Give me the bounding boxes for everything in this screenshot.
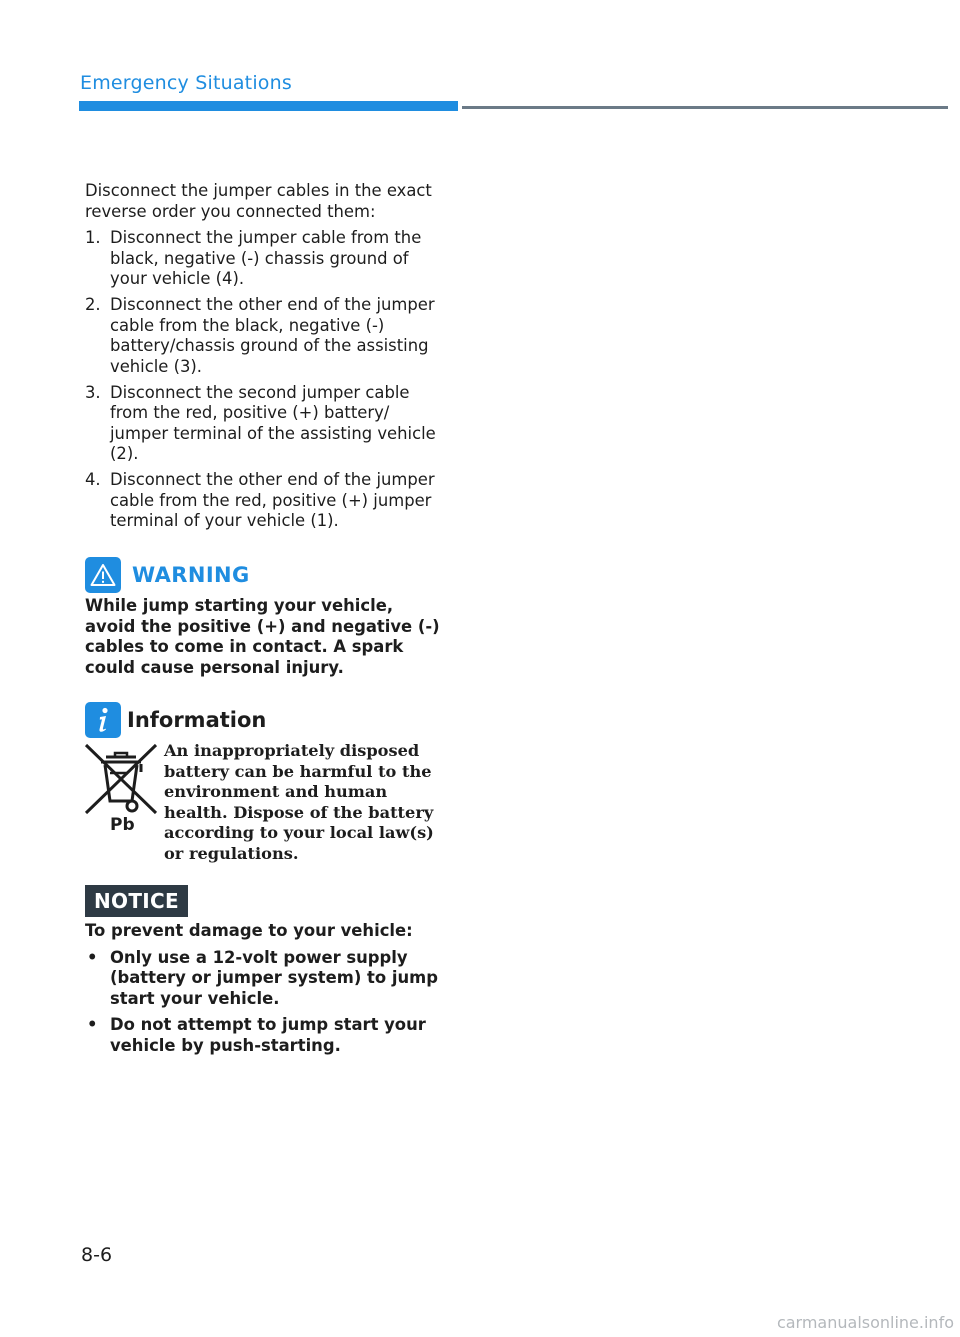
step-item (85, 228, 445, 290)
notice-item (85, 1015, 445, 1056)
step-number: 4. (85, 470, 101, 489)
notice-lead: To prevent damage to your vehicle: (85, 921, 413, 940)
step-item (85, 470, 445, 532)
warning-text: While jump starting your vehicle, avoid the positive (+) and negative (-) cables to come in contact. A spark could cause personal injury. (85, 596, 440, 677)
step-text: Disconnect the second jumper cable from the red, positive (+) battery/ jumper terminal of the assisting vehicle (2). (110, 382, 436, 463)
step-text: Disconnect the jumper cable from the black, negative (-) chassis ground of your vehicle (4). (110, 228, 422, 288)
page-number: 8-6 (81, 1244, 113, 1266)
warning-title: WARNING (132, 563, 250, 587)
notice-item-text: Only use a 12-volt power supply (battery or jumper system) to jump start your vehicle. (110, 947, 438, 1008)
step-text: Disconnect the other end of the jumper cable from the red, positive (+) jumper terminal of your vehicle (1). (110, 470, 435, 530)
notice-tag: NOTICE (85, 885, 188, 917)
information-title: Information (127, 708, 267, 732)
watermark: carmanualsonline.info (776, 1313, 954, 1332)
information-header (85, 702, 266, 738)
information-text: An inappropriately disposed battery can be harmful to the environment and human health. Dispose of the battery according to your local law(s) or regulations. (164, 741, 434, 863)
bullet: • (87, 947, 98, 967)
notice-item-text: Do not attempt to jump start your vehicle by push-starting. (110, 1015, 426, 1055)
intro-paragraph: Disconnect the jumper cables in the exact reverse order you connected them: (85, 181, 432, 221)
step-text: Disconnect the other end of the jumper cable from the black, negative (-) battery/chassis ground of the assisting vehicle (3). (110, 295, 435, 376)
step-number: 3. (85, 382, 101, 402)
notice-item (85, 948, 445, 1010)
step-item (85, 383, 445, 465)
info-icon (85, 702, 121, 738)
step-number: 2. (85, 295, 101, 314)
step-item (85, 295, 445, 377)
section-title: Emergency Situations (80, 72, 292, 94)
notice-body (85, 921, 445, 1062)
header-rule (462, 106, 948, 109)
step-number: 1. (85, 228, 101, 247)
warning-triangle-icon (85, 557, 121, 593)
disconnect-steps (85, 228, 445, 537)
lead-symbol-label: Pb (110, 815, 135, 835)
header-rule-accent (79, 101, 458, 111)
bullet: • (87, 1015, 98, 1034)
warning-header (85, 557, 250, 593)
